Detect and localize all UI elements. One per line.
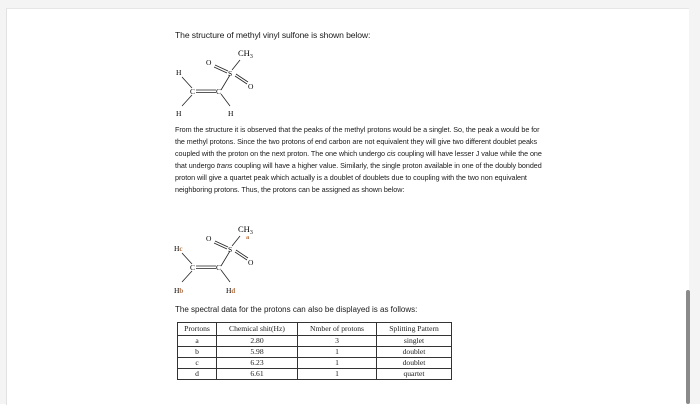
explanation-paragraph: From the structure it is observed that the peaks of the methyl protons would be a singlet. So, the peak a would be for the methyl protons. Since the two protons of end carbon are not equivalent they will give two different doublet peaks coupled with the proton on the next proton. The one which undergo cis coupling will have lesser J value while the one that undergo trans coupling will have a higher value. Similarly, the single proton available in one of the doubly bonded proton will give a quartet peak which actually is a doublet of doublets due to coupling with the two non equivalent neighboring protons. Thus, the protons can be assigned as shown below:	[175, 125, 542, 194]
mol2-oxygen-1: O	[206, 234, 212, 243]
table-header-row	[178, 323, 452, 336]
mol1-oxygen-1: O	[206, 58, 212, 67]
table-row	[178, 358, 452, 369]
cell-pattern: doublet	[377, 347, 452, 358]
cell-count: 1	[298, 369, 377, 380]
table-row	[178, 347, 452, 358]
mol2-h-bottom-right: Hd	[226, 286, 236, 295]
mol2-h-top: Hc	[174, 244, 183, 253]
intro-text: The structure of methyl vinyl sulfone is shown below:	[175, 30, 371, 40]
mol1-carbon-1: C	[190, 87, 196, 96]
cell-pattern: doublet	[377, 358, 452, 369]
structure-diagram-2	[168, 222, 268, 300]
mol1-h-bottom-left: H	[176, 109, 182, 118]
mol2-carbon-2: C	[216, 263, 222, 272]
mol1-h-top: H	[176, 68, 182, 77]
cell-proton: a	[178, 336, 217, 347]
cell-count: 1	[298, 347, 377, 358]
header-protons: Prortons	[178, 323, 217, 336]
cell-pattern: singlet	[377, 336, 452, 347]
cell-shift: 2.80	[217, 336, 298, 347]
cell-count: 3	[298, 336, 377, 347]
mol1-sulfur: S	[228, 69, 233, 78]
header-splitting-pattern: Splitting Pattern	[377, 323, 452, 336]
mol1-h-bottom-right: H	[228, 109, 234, 118]
cell-pattern: quartet	[377, 369, 452, 380]
table-row	[178, 336, 452, 347]
mol2-oxygen-2: O	[248, 258, 254, 267]
cell-shift: 6.23	[217, 358, 298, 369]
vertical-scrollbar[interactable]	[686, 290, 690, 404]
cell-proton: d	[178, 369, 217, 380]
mol1-carbon-2: C	[216, 87, 222, 96]
header-number-of-protons: Nmber of protons	[298, 323, 377, 336]
mol2-sulfur: S	[228, 245, 233, 254]
cell-proton: c	[178, 358, 217, 369]
structure-diagram-1	[168, 44, 268, 124]
cell-shift: 5.98	[217, 347, 298, 358]
spectral-intro-text: The spectral data for the protons can also be displayed is as follows:	[175, 305, 418, 314]
mol2-h-bottom-left: Hb	[174, 286, 184, 295]
cell-shift: 6.61	[217, 369, 298, 380]
mol2-carbon-1: C	[190, 263, 196, 272]
mol2-ch3-label: $CH_3$	[238, 224, 253, 236]
cell-proton: b	[178, 347, 217, 358]
header-chemical-shift: Chemical shit(Hz)	[217, 323, 298, 336]
cell-count: 1	[298, 358, 377, 369]
proton-label-a: a	[246, 234, 250, 241]
mol1-ch3-label: $CH_3$	[238, 48, 253, 60]
mol1-oxygen-2: O	[248, 82, 254, 91]
table-row	[178, 369, 452, 380]
spectral-data-table	[177, 322, 452, 380]
